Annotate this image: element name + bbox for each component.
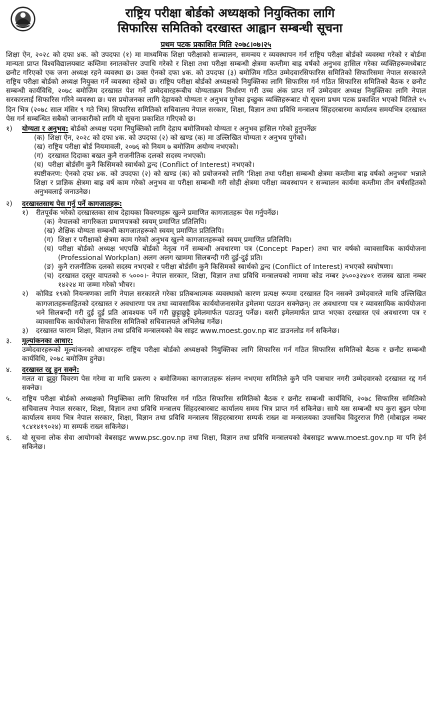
section-number: ३.	[6, 336, 12, 345]
section-cancellation	[6, 366, 426, 394]
title-line-2: सिफारिस समितिको दरखास्त आह्वान सम्बन्धी सूचना	[117, 21, 343, 35]
list-item: (क) नेपालको नागरिकता प्रमाणपत्रको स्वयम् प्रमाणित प्रतिलिपि।	[44, 217, 207, 226]
list-item: (ग) दरखास्त दिदाका बखत कुनै राजनीतिक दलको सदस्य नभएको।	[34, 152, 206, 161]
section-number: १)	[6, 124, 13, 133]
section-documents	[6, 200, 426, 336]
section-text: बोर्डको अध्यक्ष पदमा नियुक्तिको लागि देहाय बमोजिमको योग्यता र अनुभव हासिल गरेको हुनुपर्नेछः	[70, 124, 317, 133]
nepal-emblem-icon	[10, 6, 36, 32]
section-text: उम्मेदवारहरूको मूल्यांकनको आधारहरू राष्ट्रिय परीक्षा बोर्डको अध्यक्षको नियुक्तिका लागि सिफारिस गर्न गठित सिफारिस समितिको बैठक र छनौट सम्बन्धी कार्यविधि, २०७८ बमोजिम हुनेछ।	[22, 346, 426, 364]
section-number: ४.	[6, 366, 12, 375]
list-item: (ख) राष्ट्रिय परीक्षा बोर्ड नियमावली, २०७६ को नियम ७ बमोजिम अयोग्य नभएको।	[34, 142, 239, 151]
section-contact	[6, 395, 426, 432]
list-item: २) कोविड १९को नियन्त्रणका लागि नेपाल सरकारले गरेका प्रतिबन्धात्मक व्यवस्थाको कारण प्रत्यक्ष रूपमा दरखास्त दिन नसक्ने उम्मेदवारले माथि उल्लिखित कागजातहरूसहितको दरखास्त र अवधारणा पत्र तथा व्यावसायिक कार्ययोजनासमेत इमेलमा पठाउन सक्नेछन्। तर अवधारणा पत्र र व्यावसायिक कार्ययोजना भने सिलबन्दी गरी दुई दुई प्रति आवश्यक पर्ने गरी छुट्टाछुट्टै इमेलमार्फत पठाउनु पर्नेछ। यसरी इमेलमार्फत प्राप्त भएका दरखास्त एवं अवधारणा पत्र र व्यावसायिक कार्ययोजना सिफारिस समितिको सचिवालयले अभिलेख गर्नेछ।	[22, 290, 426, 326]
list-item: (ग) शिक्षा र परीक्षाको क्षेत्रमा काम गरेको अनुभव खुल्ने कागजातहरूको स्वयम् प्रमाणित प्रतिलिपि।	[44, 235, 292, 244]
list-item: (क) शिक्षा ऐन, २०२८ को दफा ४क. को उपदफा (२) को खण्ड (क) मा उल्लिखित योग्यता र अनुभव पुगेको।	[34, 133, 307, 142]
list-item: (घ) परीक्षा बोर्डसँग कुनै किसिमको स्वार्थको द्वन्द (Conflict of Interest) नभएको।	[34, 161, 255, 170]
section-number: २)	[6, 199, 13, 208]
section-title: दरखास्तसाथ पेस गर्नु पर्ने कागजातहरू:	[22, 199, 123, 208]
section-evaluation	[6, 337, 426, 365]
notice-header	[6, 4, 426, 40]
publish-date: प्रथम पटक प्रकाशित मिति २०७८।०७।२५	[160, 40, 272, 49]
list-item: ३) दरखास्त फाराम शिक्षा, विज्ञान तथा प्रविधि मन्त्रालयको वेब साइट www.moest.gov.np बाट डाउनलोड गर्न सकिनेछ।	[22, 326, 340, 335]
section-text: राष्ट्रिय परीक्षा बोर्डको अध्यक्षको नियुक्तिका लागि सिफारिस गर्न गठित सिफारिस समितिको बैठक र छनौट सम्बन्धी कार्यविधि, २०७८ सिफारिस समितिको सचिवालय नेपाल सरकार, शिक्षा, विज्ञान तथा प्रविधि मन्त्रालय सिंहदरबारबाट कार्यालय समय भित्र प्राप्त गर्न सकिनेछ। साथै यस सम्बन्धी थप कुरा बुझ्न परेमा कार्यालय समय भित्र नेपाल सरकार, शिक्षा, विज्ञान तथा प्रविधि मन्त्रालय सिंहदरबारमा सम्पर्क राख्न वा मन्त्रालयका उपसचिव विदुरराज गिरी (मोबाइल नम्बर ९८४१४१९०२४) मा सम्पर्क राख्न सकिनेछ।	[22, 395, 426, 431]
section-text: गलत वा झुठ्ठा विवरण पेस गरेमा वा माथि प्रकरण २ बमोजिमका कागजातहरू संलग्न नभएमा समितिले कुनै पनि पत्राचार नगरी उम्मेदवारको दरखास्त रद्द गर्न सक्नेछ।	[22, 375, 426, 393]
clarification-note: स्पष्टीकरण: ऐनको दफा ४क. को उपदफा (२) को खण्ड (क) को प्रयोजनको लागि 'शिक्षा तथा परीक्षा सम्बन्धी क्षेत्रमा कम्तीमा बाह्र वर्षको अनुभव' भन्नाले शिक्षा र प्राज्ञिक क्षेत्रमा बाह्र वर्ष काम गरेको अनुभव वा परीक्षा सम्बन्धी गरी सोही क्षेत्रमा परीक्षा व्यवस्थापन र सञ्चालन कार्यमा कम्तीमा तीन वर्षसहितको अनुभवलाई जनाउनेछ।	[34, 170, 426, 197]
notice-title	[46, 6, 414, 36]
list-item: (घ) परीक्षा बोर्डको अध्यक्ष भएपछि बोर्डको नेतृत्व गर्ने सम्बन्धी अवधारणा पत्र (Concept Paper) तथा चार वर्षको व्यावसायिक कार्ययोजना (Professional Workplan) अलग अलग खाममा सिलबन्दी गरी दुई-दुई प्रति।	[44, 244, 426, 263]
section-website	[6, 434, 426, 453]
section-title: दरखास्त रद्द हुन सक्ने:	[22, 366, 80, 375]
section-title: मूल्यांकनका आधार:	[22, 336, 74, 345]
section-number: ६.	[6, 433, 12, 442]
list-item: (ख) शैक्षिक योग्यता सम्बन्धी कागजातहरूको स्वयम् प्रमाणित प्रतिलिपि।	[44, 226, 225, 235]
section-qualification	[6, 125, 426, 199]
section-title: योग्यता र अनुभव:	[22, 124, 69, 133]
section-text: यो सूचना लोक सेवा आयोगको वेबसाइट www.psc.gov.np तथा शिक्षा, विज्ञान तथा प्रविधि मन्त्रालयको वेबसाइट www.moest.gov.np मा पनि हेर्न सकिनेछ।	[22, 433, 426, 451]
list-item: (ङ) कुनै राजनीतिक दलको सदस्य नभएको र परीक्षा बोर्डसँग कुनै किसिमको स्वार्थको द्वन्द (Conflict of Interest) नभएको स्वघोषणा।	[44, 263, 394, 272]
intro-paragraph: शिक्षा ऐन, २०२८ को दफा ४क. को उपदफा (१) मा माध्यमिक शिक्षा परीक्षाको सञ्चालन, समन्वय र व्यवस्थापन गर्न राष्ट्रिय परीक्षा बोर्डको व्यवस्था गरेको र बोर्डमा मान्यता प्राप्त विश्वविद्यालयबाट कम्तिमा स्नातकोत्तर उपाधि गरेको र शिक्षा तथा परीक्षा सम्बन्धी क्षेत्रमा कम्तीमा बाह्र वर्षको अनुभव हासिल गरेका व्यक्तिहरूमध्येबाट छनौट गरिएको एक जना अध्यक्ष रहने व्यवस्था छ। उक्त ऐनको दफा ४क. को उपदफा (३) बमोजिम गठित उम्मेदवारसिफारिस समितिको सिफारिसमा नेपाल सरकारले राष्ट्रिय परीक्षा बोर्डको अध्यक्ष नियुक्त गर्ने व्यवस्था रहेको छ। राष्ट्रिय परीक्षा बोर्डको अध्यक्षको नियुक्तिका लागि सिफारिस गर्न गठित सिफारिस समितिको बैठक र छनौट सम्बन्धी कार्यविधि, २०७८ बमोजिम दरखास्त पेश गर्ने उम्मेदवारहरूबीच योग्यताक्रम निर्धारण गरी उच्च अंक प्राप्त गर्ने उम्मेदवार अध्यक्ष नियुक्तिका लागि नेपाल सरकारलाई सिफारिस गरिने व्यवस्था छ। यस प्रयोजनका लागि देहायको योग्यता र अनुभव पुगेका इच्छुक व्यक्तिहरूबाट यो सूचना प्रथम पटक प्रकाशित भएको मितिले १५ दिन भित्र (२०७८ साल मंसिर ९ गते भित्र) सिफारिस समितिको सचिवालय नेपाल सरकार, शिक्षा, विज्ञान तथा प्रविधि मन्त्रालय सिंहदरबारमा कार्यालय समयभित्र दरखास्त पेस गर्न सम्बन्धित सबैको जानकारीको लागि यो सूचना प्रकाशित गरिएको छ।	[6, 51, 426, 123]
list-item: (च) दरखास्त दस्तुर वापतको रु ५०००।- नेपाल सरकार, शिक्षा, विज्ञान तथा प्रविधि मन्त्रालयको नाममा कोड नम्बर ३५००३२४०१ राजस्व खाता नम्बर १४२२४ मा जम्मा गरेको भौचर।	[44, 272, 426, 290]
list-item: १) रीतपूर्वक भरेको दरखास्तका साथ देहायका विवरणहरू खुल्ने प्रमाणित कागजातहरू पेस गर्नुपर्नेछ।	[22, 208, 279, 217]
title-line-1: राष्ट्रिय परीक्षा बोर्डको अध्यक्षको नियुक्तिका लागि	[125, 6, 335, 20]
section-number: ५.	[6, 395, 12, 404]
